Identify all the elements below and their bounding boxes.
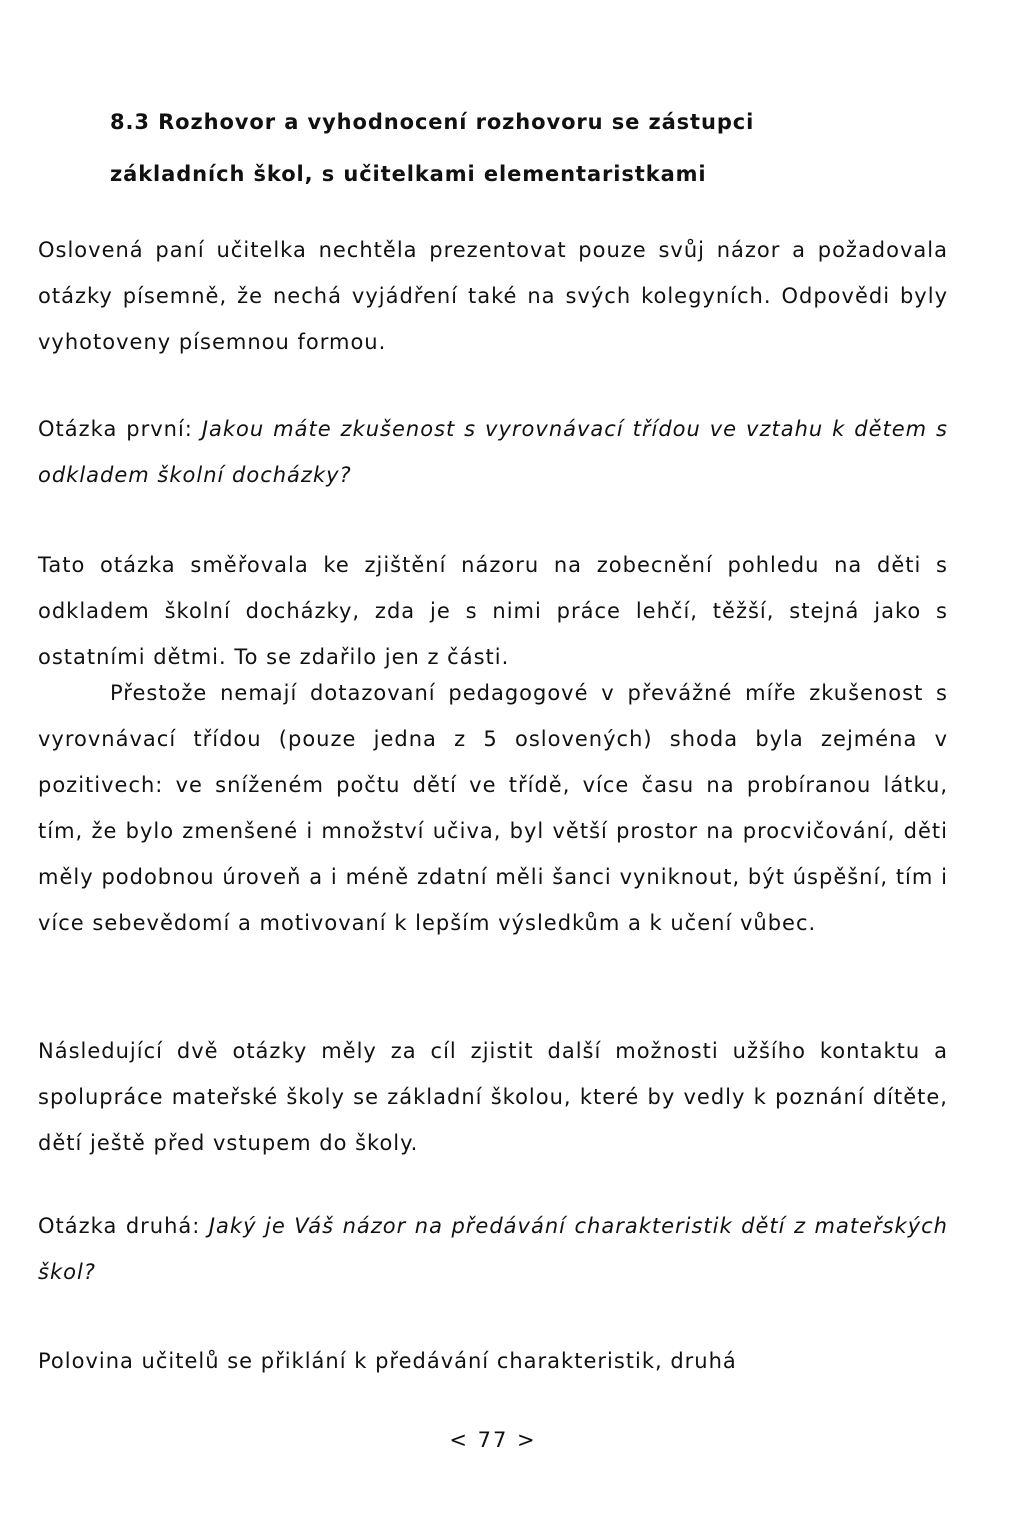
section-heading <box>110 96 946 200</box>
section-heading-line-2: základních škol, s učitelkami elementaristkami <box>110 162 707 186</box>
intro-paragraph: Oslovená paní učitelka nechtěla prezentovat pouze svůj názor a požadovala otázky písemně, že nechá vyjádření také na svých kolegyních. Odpovědi byly vyhotoveny písemnou formou. <box>38 238 948 354</box>
question-2-text: Jaký je Váš názor na předávání charakteristik dětí z mateřských škol? <box>38 1214 948 1284</box>
question-1-answer: Tato otázka směřovala ke zjištění názoru na zobecnění pohledu na děti s odkladem školní docházky, zda je s nimi práce lehčí, těžší, stejná jako s ostatními dětmi. To se zdařilo jen z části. <box>38 553 948 669</box>
question-1-lead: Otázka první: <box>38 417 202 441</box>
section-heading-line-1: 8.3 Rozhovor a vyhodnocení rozhovoru se zástupci <box>110 110 755 134</box>
document-page <box>38 0 948 1539</box>
question-1-text: Jakou máte zkušenost s vyrovnávací třídou ve vztahu k dětem s odkladem školní docházky? <box>38 417 948 487</box>
transition-paragraph: Následující dvě otázky měly za cíl zjistit další možnosti užšího kontaktu a spolupráce mateřské školy se základní školou, které by vedly k poznání dítěte, dětí ještě před vstupem do školy. <box>38 1039 948 1155</box>
question-2-lead: Otázka druhá: <box>38 1214 209 1238</box>
question-2 <box>38 1203 948 1295</box>
question-2-answer: Polovina učitelů se přiklání k předávání charakteristik, druhá <box>38 1349 737 1373</box>
page-number: < 77 > <box>449 1428 537 1452</box>
question-1-detail: Přestože nemají dotazovaní pedagogové v převážné míře zkušenost s vyrovnávací třídou (pouze jedna z 5 oslovených) shoda byla zejména v pozitivech: ve sníženém počtu dětí ve třídě, více času na probíranou látku, tím, že bylo zmenšené i množství učiva, byl větší prostor na procvičování, děti měly podobnou úroveň a i méně zdatní měli šanci vyniknout, být úspěšní, tím i více sebevědomí a motivovaní k lepším výsledkům a k učení vůbec. <box>38 681 948 935</box>
question-1 <box>38 406 948 498</box>
